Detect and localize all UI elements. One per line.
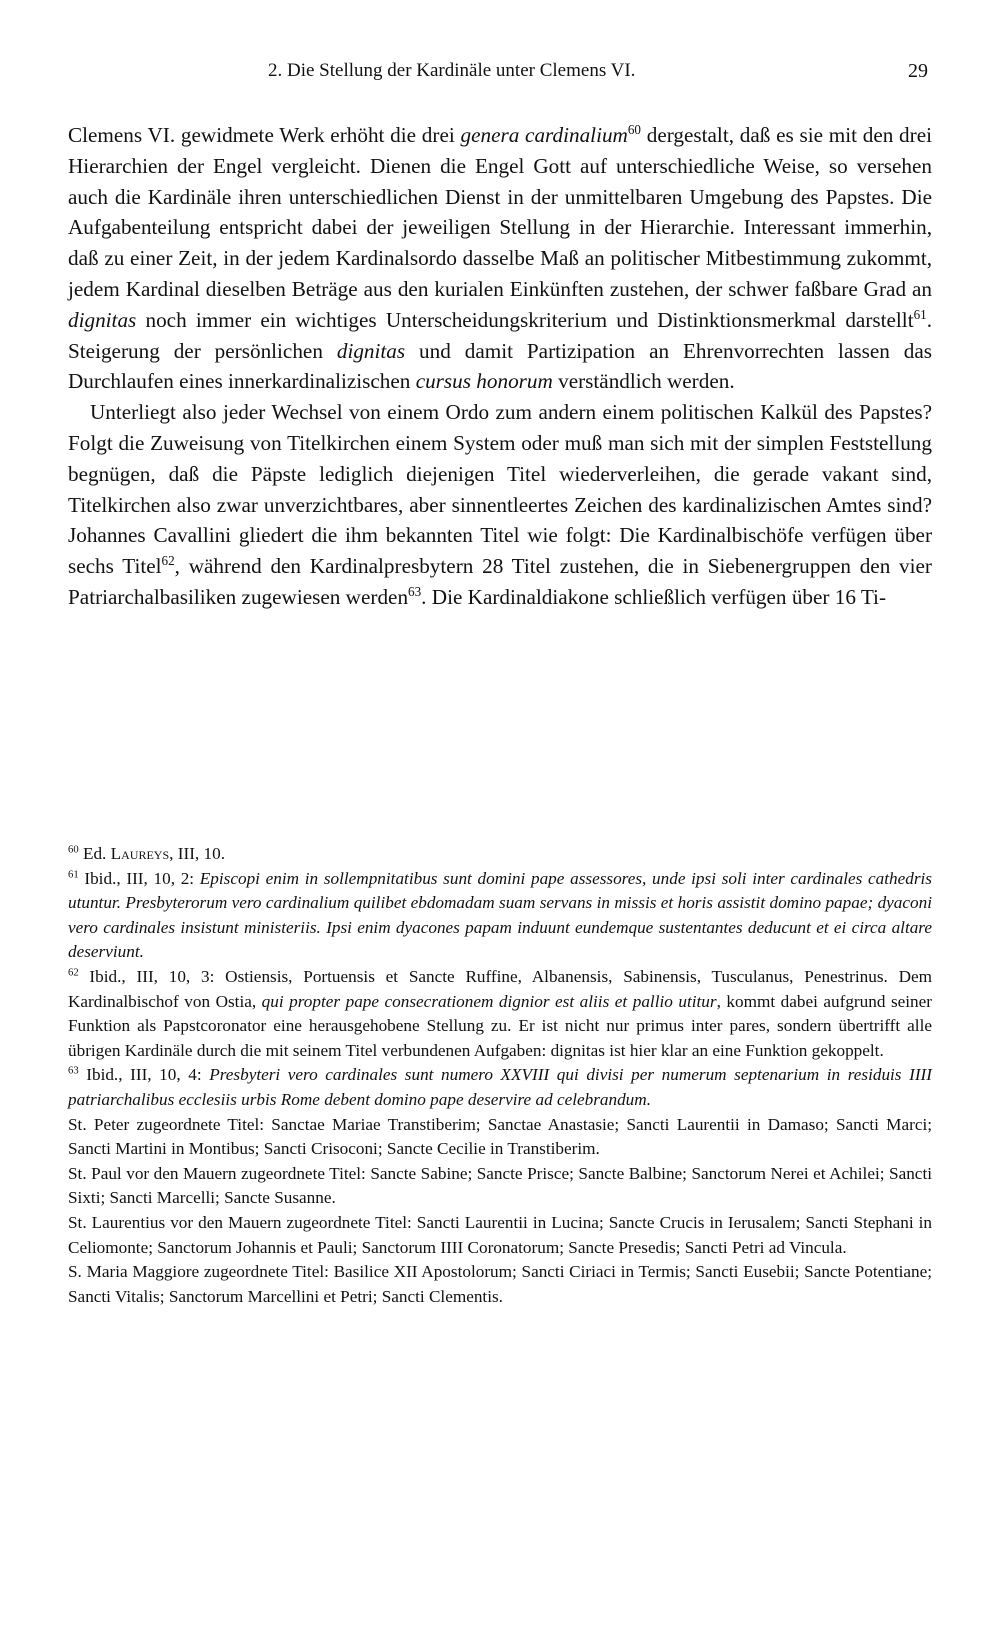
italic-term: cursus honorum (415, 369, 553, 394)
text-run: , III, 10. (169, 844, 225, 863)
latin-quote: Episcopi enim in sollempnitatibus sunt domini pape assessores, unde ipsi soli inter cardinales cathedris utuntur. Presbyterorum vero cardinalium quilibet ebdomadam suam servans in missis et horis assistit domino papae; dyaconi vero cardinales insistunt ministeriis. Ipsi enim dyacones papam induunt eundemque sustentantes deducunt et ei circa altare deserviunt. (68, 868, 932, 962)
footnote-ref-60[interactable]: 60 (627, 122, 641, 138)
text-run: Ibid., III, 10, 3: Ostiensis, Portuensis et Sancte Ruffine, Albanensis, Sabinensis, Tusculanus, Penestrinus. Dem Kardinalbischof von Ostia, (68, 966, 932, 1011)
author-name: Laureys (110, 844, 170, 863)
footnote-63 (68, 1063, 932, 1112)
footnote-ref-62[interactable]: 62 (161, 553, 175, 569)
text-run: , kommt dabei aufgrund seiner Funktion als Papstcoronator eine herausgehobene Stellung zu. Er ist nicht nur primus inter pares, sondern übertrifft alle übrigen Kardinäle durch die mit seinem Titel verbundenen Aufgaben: dignitas ist hier klar an eine Funktion gekoppelt. (68, 991, 932, 1060)
text-run: Unterliegt also jeder Wechsel von einem Ordo zum andern einem politischen Kalkül des Papstes? Folgt die Zuweisung von Titelkirchen einem System oder muß man sich mit der simplen Feststellung begnügen, daß die Päpste lediglich diejenigen Titel wiederverleihen, die gerade vakant sind, Titelkirchen also zwar unverzichtbares, aber sinnentleertes Zeichen des kardinalizischen Amtes sind? Johannes Cavallini gliedert die ihm bekannten Titel wie folgt: Die Kardinalbischöfe verfügen über sechs Titel (68, 400, 932, 579)
footnote-number: 62 (68, 967, 79, 979)
footnote-list-item: St. Peter zugeordnete Titel: Sanctae Mariae Transtiberim; Sanctae Anastasie; Sancti Laurentii in Damaso; Sancti Marci; Sancti Martini in Montibus; Sancti Crisoconi; Sancte Cecilie in Transtiberim. (68, 1114, 932, 1159)
page-number: 29 (908, 60, 928, 82)
text-run: , während den Kardinalpresbytern 28 Titel zustehen, die in Siebenergruppen den vier Patriarchalbasiliken zugewiesen werden (68, 554, 932, 609)
latin-quote: Presbyteri vero cardinales sunt numero XXVIII qui divisi per numerum septenarium in residuis IIII patriarchalibus ecclesiis urbis Rome debent domino pape deservire ad celebrandum. (68, 1065, 932, 1109)
italic-term: genera cardinalium (460, 123, 628, 147)
text-run: Ed. (78, 844, 111, 863)
paragraph-2 (68, 397, 932, 613)
footnote-number: 61 (68, 869, 79, 881)
text-run: Ibid., III, 10, 4: (78, 1065, 210, 1085)
text-run: dergestalt, daß es sie mit den drei Hierarchien der Engel vergleicht. Dienen die Engel Gott auf unterschiedliche Weise, so versehen auch die Kardinäle ihren unterschiedlichen Dienst in der unmittelbaren Umgebung des Papstes. Die Aufgabenteilung entspricht dabei der jeweiligen Stellung in der Hierarchie. Interessant immerhin, daß zu einer Zeit, in der jedem Kardinalsordo dasselbe Maß an politischer Mitbestimmung zukommt, jedem Kardinal dieselben Beträge aus den kurialen Einkünften zustehen, der schwer faßbare Grad an (68, 123, 932, 301)
text-run: noch immer ein wichtiges Unterscheidungskriterium und Distinktionsmerkmal darstellt (136, 307, 914, 332)
paragraph-1 (68, 120, 932, 397)
footnote-60 (68, 842, 932, 867)
footnote-list-item: St. Paul vor den Mauern zugeordnete Titel: Sancte Sabine; Sancte Prisce; Sancte Balbine; Sanctorum Nerei et Achilei; Sancti Sixti; Sancti Marcelli; Sancte Susanne. (68, 1163, 932, 1208)
footnotes (68, 842, 932, 1309)
text-run: verständlich werden. (552, 369, 735, 394)
footnote-ref-61[interactable]: 61 (913, 306, 927, 322)
footnote-list-item: S. Maria Maggiore zugeordnete Titel: Basilice XII Apostolorum; Sancti Ciriaci in Termis; Sancti Eusebii; Sancte Potentiane; Sancti Vitalis; Sanctorum Marcellini et Petri; Sancti Clementis. (68, 1262, 932, 1306)
text-run: Clemens VI. gewidmete Werk erhöht die drei (68, 123, 461, 147)
italic-term: dignitas (68, 307, 137, 332)
italic-term: dignitas (336, 338, 406, 363)
running-head (68, 60, 932, 90)
book-page (68, 0, 932, 1652)
footnote-61 (68, 867, 932, 965)
footnote-list-item: St. Laurentius vor den Mauern zugeordnete Titel: Sancti Laurentii in Lucina; Sancte Crucis in Ierusalem; Sancti Stephani in Celiomonte; Sanctorum Johannis et Pauli; Sanctorum IIII Coronatorum; Sancte Presedis; Sancti Petri ad Vincula. (68, 1212, 932, 1257)
main-text (68, 120, 932, 613)
footnote-ref-63[interactable]: 63 (408, 584, 422, 600)
footnote-number: 60 (68, 844, 79, 856)
footnote-62 (68, 965, 932, 1063)
text-run: . Die Kardinaldiakone schließlich verfügen über 16 Ti- (421, 584, 887, 609)
footnote-number: 63 (68, 1065, 79, 1077)
text-run: Ibid., III, 10, 2: (78, 868, 200, 888)
text-run: . Steigerung der persönlichen (68, 307, 932, 363)
running-title: 2. Die Stellung der Kardinäle unter Clemens VI. (268, 60, 636, 81)
latin-quote: qui propter pape consecrationem dignior est aliis et pallio utitur (261, 991, 717, 1011)
text-run: und damit Partizipation an Ehrenvorrechten lassen das Durchlaufen eines innerkardinalizischen (68, 338, 932, 394)
